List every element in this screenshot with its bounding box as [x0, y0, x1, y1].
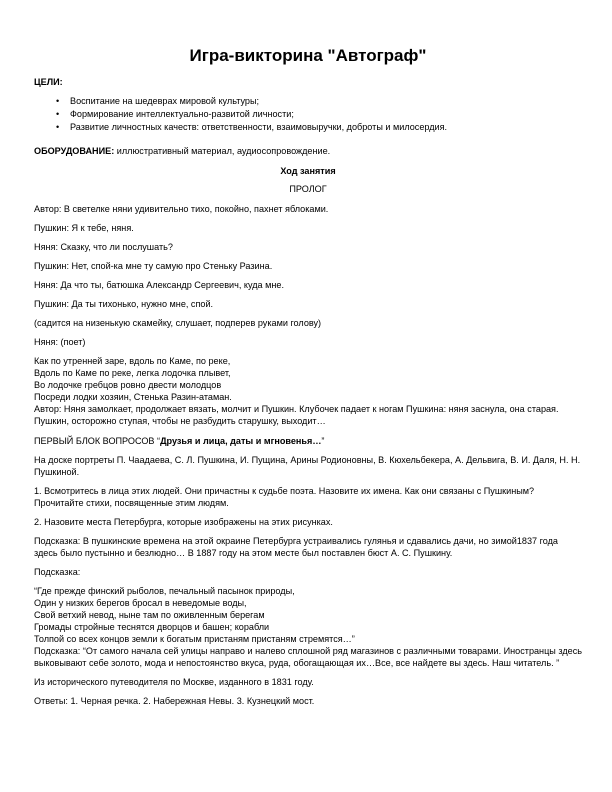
block1-title: Друзья и лица, даты и мгновенья…: [160, 436, 322, 446]
poem-line: Громады стройные теснятся дворцов и башен; корабли: [34, 622, 270, 632]
block1-paragraph: Подсказка: В пушкинские времена на этой окраине Петербурга устраивались гулянья и сдавались дачи, но зимой1837 года здесь было пустынно и безлюдно… В 1887 году на этом месте был поставлен бюст А. С. Пушкину.: [34, 536, 558, 558]
dialogue-line: Автор: В светелке няни удивительно тихо, покойно, пахнет яблоками.: [34, 204, 329, 214]
document-page: [34, 46, 582, 714]
dialogue-line: Няня: (поет): [34, 337, 86, 347]
block1-paragraph: Подсказка:: [34, 567, 81, 577]
poem-line: Толпой со всех концов земли к богатым пристаням пристаням стремятся…”: [34, 634, 355, 644]
block1-paragraph: На доске портреты П. Чаадаева, С. Л. Пушкина, И. Пущина, Арины Родионовны, В. Кюхельбекера, А. Дельвига, В. И. Даля, Н. Н. Пушкиной.: [34, 455, 581, 477]
dialogue-line: (садится на низенькую скамейку, слушает, подперев руками голову): [34, 318, 322, 328]
equipment-paragraph: [34, 145, 582, 157]
goals-label: ЦЕЛИ:: [34, 77, 63, 87]
author-note: Автор: Няня замолкает, продолжает вязать, молчит и Пушкин. Клубочек падает к ногам Пушкина: няня заснула, она старая. Пушкин, осторожно ступая, чтобы не разбудить старушку, выходит…: [34, 404, 559, 426]
answers: Ответы: 1. Черная речка. 2. Набережная Невы. 3. Кузнецкий мост.: [34, 696, 315, 706]
poem-line: Свой ветхий невод, ныне там по оживленным берегам: [34, 610, 265, 620]
dialogue-line: Няня: Да что ты, батюшка Александр Сергеевич, куда мне.: [34, 280, 284, 290]
equipment-text: иллюстративный материал, аудиосопровождение.: [114, 146, 331, 156]
goal-item: • Воспитание на шедеврах мировой культуры;: [56, 96, 260, 106]
song-line: Вдоль по Каме по реке, легка лодочка плывет,: [34, 368, 231, 378]
bullet-icon: •: [56, 122, 60, 132]
goal-item: • Формирование интеллектуально-развитой личности;: [56, 109, 294, 119]
dialogue-line: Няня: Сказку, что ли послушать?: [34, 242, 173, 252]
block1-paragraph: 1. Всмотритесь в лица этих людей. Они причастны к судьбе поэта. Назовите их имена. Как они связаны с Пушкиным? Прочитайте стихи, посвященные этим людям.: [34, 486, 535, 508]
goal-item: • Развитие личностных качеств: ответственности, взаимовыручки, доброты и милосердия.: [56, 122, 448, 132]
song-line: Как по утренней заре, вдоль по Каме, по реке,: [34, 356, 231, 366]
dialogue-line: Пушкин: Да ты тихонько, нужно мне, спой.: [34, 299, 214, 309]
poem-line: Один у низких берегов бросал в неведомые воды,: [34, 598, 247, 608]
dialogue-line: Пушкин: Я к тебе, няня.: [34, 223, 134, 233]
source-note: Из исторического путеводителя по Москве, изданного в 1831 году.: [34, 677, 314, 687]
lesson-heading: Ход занятия: [280, 166, 336, 176]
goals-list: [34, 95, 582, 133]
prologue-heading: ПРОЛОГ: [289, 184, 327, 194]
document-title: Игра-викторина "Автограф": [189, 46, 427, 65]
poem-line: “Где прежде финский рыболов, печальный пасынок природы,: [34, 586, 295, 596]
poem-block: [34, 585, 582, 669]
block1-paragraph: 2. Назовите места Петербурга, которые изображены на этих рисунках.: [34, 517, 333, 527]
equipment-label: ОБОРУДОВАНИЕ:: [34, 146, 115, 156]
song-line: Во лодочке гребцов ровно двести молодцов: [34, 380, 222, 390]
dialogue-line: Пушкин: Нет, спой-ка мне ту самую про Стеньку Разина.: [34, 261, 273, 271]
bullet-icon: •: [56, 109, 60, 119]
song-block: [34, 355, 582, 427]
block1-heading: ПЕРВЫЙ БЛОК ВОПРОСОВ “Друзья и лица, даты и мгновенья…”: [34, 436, 325, 446]
hint-paragraph: Подсказка: “От самого начала сей улицы направо и налево сплошной ряд магазинов с различными товарами. Иностранцы здесь выковывают себе золото, мода и непостоянство вкуса, руда, обогащающая их…Все, все найдете вы здесь. Наш читатель. ”: [34, 646, 582, 668]
bullet-icon: •: [56, 96, 60, 106]
song-line: Посреди лодки хозяин, Стенька Разин-атаман.: [34, 392, 232, 402]
